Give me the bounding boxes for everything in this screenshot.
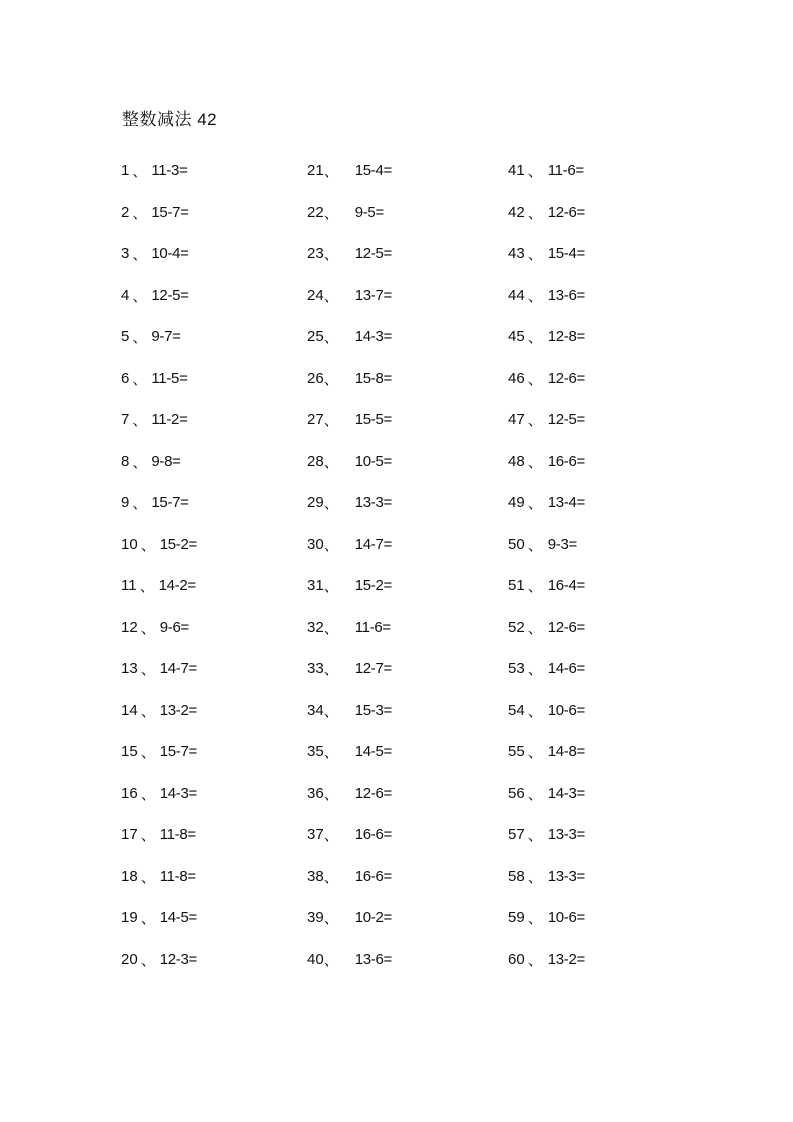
problem-item — [307, 814, 497, 856]
problem-item — [121, 814, 291, 856]
problem-expression: 9-6= — [159, 618, 189, 636]
problem-expression: 14-8= — [547, 743, 585, 761]
problem-separator: 、 — [323, 370, 339, 388]
problem-item — [121, 358, 291, 400]
problem-separator: 、 — [323, 702, 339, 720]
problem-expression: 9-5= — [354, 203, 384, 221]
problem-expression: 15-3= — [354, 701, 392, 719]
problem-separator: 、 — [323, 453, 339, 471]
problem-number: 13 — [121, 660, 138, 678]
problem-separator: 、 — [323, 163, 339, 181]
problem-number: 23 — [307, 245, 324, 263]
problem-separator: 、 — [527, 661, 543, 679]
problem-expression: 11-8= — [159, 867, 196, 885]
problem-separator: 、 — [140, 744, 156, 762]
problem-separator: 、 — [527, 702, 543, 720]
problem-expression: 16-6= — [354, 867, 392, 885]
problem-item — [121, 150, 291, 192]
problem-expression: 15-2= — [354, 577, 392, 595]
problem-item — [307, 897, 497, 939]
problem-item — [307, 192, 497, 234]
problem-expression: 15-7= — [151, 494, 189, 512]
problem-item — [121, 524, 291, 566]
problem-separator: 、 — [323, 744, 339, 762]
problem-number: 16 — [121, 784, 138, 802]
problem-separator: 、 — [527, 370, 543, 388]
problem-number: 36 — [307, 784, 324, 802]
problem-expression: 14-3= — [159, 784, 197, 802]
problem-expression: 15-4= — [354, 162, 392, 180]
problem-separator: 、 — [323, 578, 339, 596]
problem-item — [508, 565, 708, 607]
problem-number: 5 — [121, 328, 130, 346]
problem-expression: 15-5= — [354, 411, 392, 429]
problem-expression: 10-2= — [354, 909, 392, 927]
problem-number: 52 — [508, 618, 525, 636]
problem-item — [508, 648, 708, 690]
problem-number: 43 — [508, 245, 525, 263]
problem-separator: 、 — [140, 661, 156, 679]
problem-item — [121, 856, 291, 898]
problem-separator: 、 — [323, 661, 339, 679]
problem-item — [121, 690, 291, 732]
problem-separator: 、 — [527, 163, 543, 181]
problem-item — [508, 441, 708, 483]
problem-separator: 、 — [323, 412, 339, 430]
problem-number: 45 — [508, 328, 525, 346]
problem-number: 12 — [121, 618, 138, 636]
problem-expression: 14-5= — [159, 909, 197, 927]
problem-number: 20 — [121, 950, 138, 968]
problem-separator: 、 — [527, 578, 543, 596]
problem-expression: 11-8= — [159, 826, 196, 844]
problem-number: 46 — [508, 369, 525, 387]
problem-item — [307, 150, 497, 192]
problem-column-3 — [508, 150, 708, 980]
problem-item — [121, 565, 291, 607]
problem-number: 3 — [121, 245, 130, 263]
problem-item — [121, 399, 291, 441]
problem-expression: 9-3= — [547, 535, 577, 553]
problem-separator: 、 — [140, 951, 156, 969]
problem-expression: 13-3= — [547, 867, 585, 885]
problem-separator: 、 — [140, 868, 156, 886]
problem-separator: 、 — [132, 163, 148, 181]
problem-number: 19 — [121, 909, 138, 927]
problem-expression: 15-8= — [354, 369, 392, 387]
problem-expression: 11-5= — [151, 369, 188, 387]
problem-item — [121, 275, 291, 317]
problem-number: 49 — [508, 494, 525, 512]
problem-item — [508, 192, 708, 234]
problem-item — [508, 814, 708, 856]
problem-expression: 10-6= — [547, 909, 585, 927]
problem-expression: 12-7= — [354, 660, 392, 678]
problem-separator: 、 — [140, 702, 156, 720]
problem-separator: 、 — [527, 744, 543, 762]
problem-number: 25 — [307, 328, 324, 346]
problem-expression: 14-7= — [159, 660, 197, 678]
problem-expression: 15-4= — [547, 245, 585, 263]
problem-separator: 、 — [139, 578, 155, 596]
problem-number: 35 — [307, 743, 324, 761]
problem-item — [121, 482, 291, 524]
problem-separator: 、 — [323, 868, 339, 886]
problem-number: 14 — [121, 701, 138, 719]
problem-item — [508, 358, 708, 400]
problem-expression: 10-5= — [354, 452, 392, 470]
problem-item — [307, 731, 497, 773]
problem-item — [121, 648, 291, 690]
problem-item — [508, 482, 708, 524]
problem-expression: 12-5= — [354, 245, 392, 263]
problem-item — [508, 316, 708, 358]
problem-number: 59 — [508, 909, 525, 927]
problem-item — [121, 316, 291, 358]
problem-expression: 10-4= — [151, 245, 189, 263]
problem-item — [307, 648, 497, 690]
problem-number: 29 — [307, 494, 324, 512]
problem-number: 24 — [307, 286, 324, 304]
problem-number: 55 — [508, 743, 525, 761]
problem-item — [121, 233, 291, 275]
problem-expression: 11-6= — [547, 162, 584, 180]
problem-separator: 、 — [323, 951, 339, 969]
problem-number: 4 — [121, 286, 130, 304]
problem-expression: 11-2= — [151, 411, 188, 429]
problem-separator: 、 — [132, 370, 148, 388]
problem-separator: 、 — [132, 287, 148, 305]
problem-number: 31 — [307, 577, 324, 595]
problem-expression: 16-4= — [547, 577, 585, 595]
problem-number: 30 — [307, 535, 324, 553]
problem-item — [508, 150, 708, 192]
problem-expression: 12-3= — [159, 950, 197, 968]
problem-number: 1 — [121, 162, 130, 180]
problem-separator: 、 — [132, 204, 148, 222]
problem-item — [121, 192, 291, 234]
problem-item — [121, 773, 291, 815]
problem-number: 51 — [508, 577, 525, 595]
problem-number: 48 — [508, 452, 525, 470]
problem-separator: 、 — [527, 910, 543, 928]
problem-separator: 、 — [140, 827, 156, 845]
problem-number: 38 — [307, 867, 324, 885]
problem-item — [508, 897, 708, 939]
problem-number: 6 — [121, 369, 130, 387]
problem-separator: 、 — [323, 536, 339, 554]
problem-column-2 — [307, 150, 497, 980]
problem-expression: 12-6= — [547, 369, 585, 387]
problem-separator: 、 — [527, 951, 543, 969]
problem-item — [508, 233, 708, 275]
page-title: 整数减法 42 — [122, 110, 218, 129]
problem-item — [508, 690, 708, 732]
problem-separator: 、 — [527, 495, 543, 513]
problem-expression: 16-6= — [547, 452, 585, 470]
problem-expression: 14-5= — [354, 743, 392, 761]
problem-number: 9 — [121, 494, 130, 512]
problem-item — [508, 731, 708, 773]
problem-expression: 10-6= — [547, 701, 585, 719]
problem-expression: 14-7= — [354, 535, 392, 553]
problem-item — [307, 939, 497, 981]
problem-separator: 、 — [323, 619, 339, 637]
problem-item — [508, 856, 708, 898]
problem-expression: 14-6= — [547, 660, 585, 678]
problem-expression: 12-5= — [547, 411, 585, 429]
problem-expression: 13-2= — [547, 950, 585, 968]
problem-number: 57 — [508, 826, 525, 844]
problem-separator: 、 — [323, 329, 339, 347]
problem-separator: 、 — [132, 495, 148, 513]
problem-item — [121, 939, 291, 981]
problem-number: 26 — [307, 369, 324, 387]
problem-item — [307, 316, 497, 358]
problem-item — [508, 524, 708, 566]
problem-separator: 、 — [527, 785, 543, 803]
problem-item — [307, 856, 497, 898]
problem-item — [307, 441, 497, 483]
problem-item — [307, 358, 497, 400]
problem-number: 8 — [121, 452, 130, 470]
problem-number: 47 — [508, 411, 525, 429]
problem-separator: 、 — [527, 619, 543, 637]
problem-separator: 、 — [323, 204, 339, 222]
problem-item — [121, 441, 291, 483]
problem-separator: 、 — [140, 910, 156, 928]
problem-item — [508, 607, 708, 649]
problem-number: 21 — [307, 162, 324, 180]
problem-item — [307, 565, 497, 607]
problem-separator: 、 — [527, 412, 543, 430]
problem-item — [508, 275, 708, 317]
problem-column-1 — [121, 150, 291, 980]
problem-number: 40 — [307, 950, 324, 968]
problem-separator: 、 — [132, 453, 148, 471]
problem-number: 54 — [508, 701, 525, 719]
problem-separator: 、 — [140, 619, 156, 637]
problem-number: 44 — [508, 286, 525, 304]
problem-number: 11 — [121, 577, 137, 595]
problem-item — [307, 773, 497, 815]
problem-expression: 12-6= — [547, 203, 585, 221]
problem-item — [307, 524, 497, 566]
problem-separator: 、 — [132, 329, 148, 347]
problem-separator: 、 — [527, 329, 543, 347]
problem-separator: 、 — [323, 785, 339, 803]
problem-number: 18 — [121, 867, 138, 885]
problem-item — [307, 690, 497, 732]
problem-separator: 、 — [323, 827, 339, 845]
problem-expression: 13-3= — [547, 826, 585, 844]
problem-item — [307, 399, 497, 441]
problem-number: 28 — [307, 452, 324, 470]
problem-separator: 、 — [527, 827, 543, 845]
problem-separator: 、 — [140, 785, 156, 803]
problem-number: 41 — [508, 162, 525, 180]
problem-item — [307, 233, 497, 275]
problem-item — [508, 939, 708, 981]
problem-number: 17 — [121, 826, 138, 844]
problem-separator: 、 — [527, 868, 543, 886]
problem-expression: 13-2= — [159, 701, 197, 719]
problem-expression: 16-6= — [354, 826, 392, 844]
problem-number: 37 — [307, 826, 324, 844]
problem-item — [121, 897, 291, 939]
problem-number: 42 — [508, 203, 525, 221]
problem-number: 10 — [121, 535, 138, 553]
problem-expression: 15-7= — [151, 203, 189, 221]
problem-number: 33 — [307, 660, 324, 678]
problem-expression: 12-5= — [151, 286, 189, 304]
problem-number: 50 — [508, 535, 525, 553]
problem-separator: 、 — [132, 246, 148, 264]
problem-expression: 14-3= — [354, 328, 392, 346]
problem-separator: 、 — [323, 246, 339, 264]
problem-expression: 14-2= — [158, 577, 196, 595]
problem-separator: 、 — [132, 412, 148, 430]
problem-number: 22 — [307, 203, 324, 221]
problem-expression: 13-6= — [547, 286, 585, 304]
problem-separator: 、 — [527, 246, 543, 264]
problem-separator: 、 — [527, 536, 543, 554]
problem-separator: 、 — [527, 453, 543, 471]
problem-item — [121, 731, 291, 773]
problem-number: 39 — [307, 909, 324, 927]
problem-separator: 、 — [323, 910, 339, 928]
problem-separator: 、 — [527, 204, 543, 222]
problem-item — [307, 275, 497, 317]
problem-expression: 11-6= — [354, 618, 391, 636]
problem-expression: 15-7= — [159, 743, 197, 761]
problem-expression: 13-3= — [354, 494, 392, 512]
problem-number: 15 — [121, 743, 138, 761]
problem-expression: 13-4= — [547, 494, 585, 512]
problem-expression: 11-3= — [151, 162, 188, 180]
problem-separator: 、 — [323, 287, 339, 305]
problem-number: 7 — [121, 411, 130, 429]
problem-item — [307, 482, 497, 524]
problem-separator: 、 — [323, 495, 339, 513]
problem-expression: 13-7= — [354, 286, 392, 304]
problem-number: 32 — [307, 618, 324, 636]
problem-expression: 12-8= — [547, 328, 585, 346]
problem-number: 60 — [508, 950, 525, 968]
problem-separator: 、 — [527, 287, 543, 305]
problem-expression: 13-6= — [354, 950, 392, 968]
problem-expression: 9-7= — [151, 328, 181, 346]
problem-number: 2 — [121, 203, 130, 221]
problem-item — [121, 607, 291, 649]
problem-number: 27 — [307, 411, 324, 429]
problem-expression: 15-2= — [159, 535, 197, 553]
problem-item — [307, 607, 497, 649]
problem-expression: 12-6= — [354, 784, 392, 802]
problem-item — [508, 773, 708, 815]
problem-expression: 9-8= — [151, 452, 181, 470]
problem-expression: 14-3= — [547, 784, 585, 802]
problem-number: 53 — [508, 660, 525, 678]
problem-expression: 12-6= — [547, 618, 585, 636]
problem-item — [508, 399, 708, 441]
problem-number: 56 — [508, 784, 525, 802]
problem-number: 34 — [307, 701, 324, 719]
problem-separator: 、 — [140, 536, 156, 554]
problem-number: 58 — [508, 867, 525, 885]
